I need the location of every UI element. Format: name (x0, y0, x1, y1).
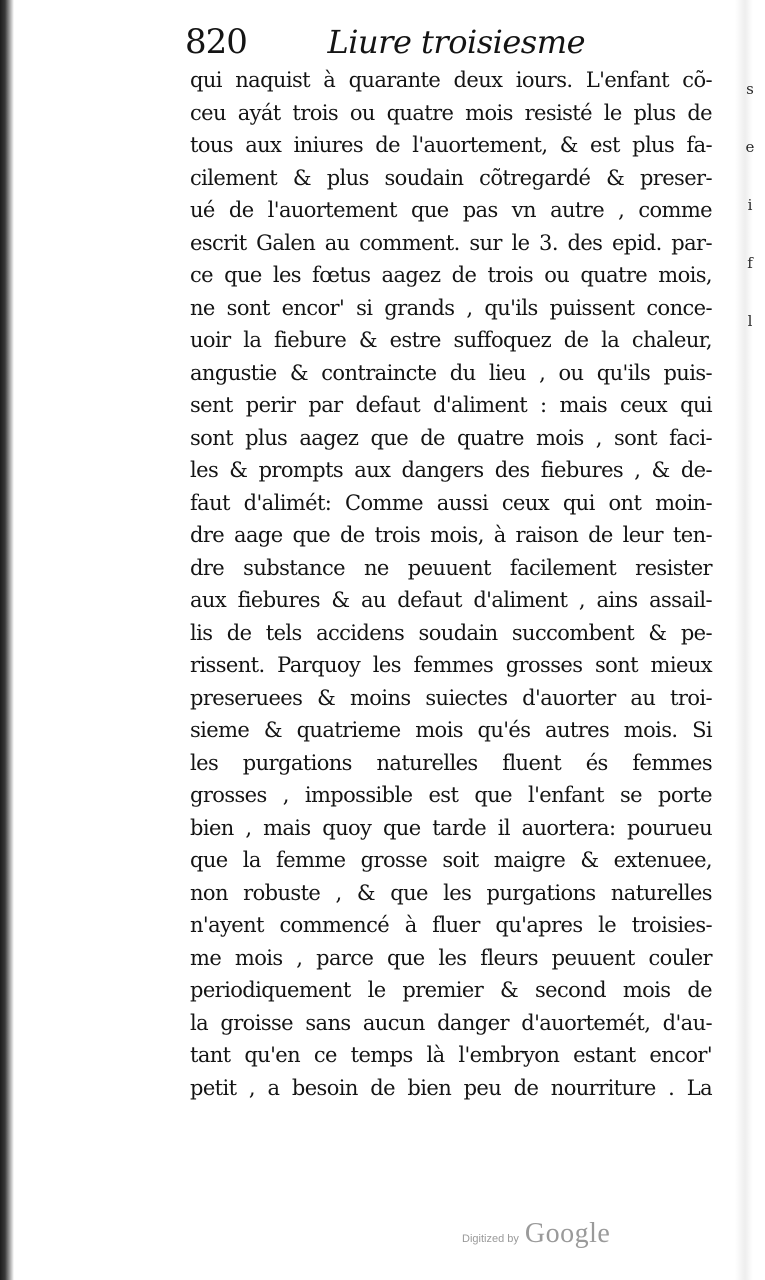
text-line: escrit Galen au comment. sur le 3. des epid. par- (190, 230, 712, 255)
text-line: qui naquist à quarante deux iours. L'enfant cõ- (190, 68, 712, 92)
text-line: faut d'alimét: Comme aussi ceux qui ont moin- (190, 490, 712, 515)
text-line: uoir la fiebure & estre suffoquez de la chaleur, (190, 328, 712, 352)
text-line: tant qu'en ce temps là l'embryon estant encor' (190, 1043, 712, 1067)
page-gutter-left (0, 0, 14, 1280)
text-line: rissent. Parquoy les femmes grosses sont mieux (190, 653, 712, 677)
body-text (190, 64, 712, 1104)
adjacent-page-margin (741, 60, 759, 350)
text-line: lis de tels accidens soudain succombent & pe- (190, 620, 712, 645)
text-line: grosses , impossible est que l'enfant se porte (190, 783, 712, 807)
margin-mark: i (747, 196, 753, 214)
text-line: cilement & plus soudain cõtregardé & preser- (190, 165, 712, 190)
text-line: bien , mais quoy que tarde il auortera: pourueu (190, 815, 712, 840)
margin-mark: f (747, 254, 753, 272)
text-line: tous aux iniures de l'auortement, & est plus fa- (190, 133, 712, 157)
google-logo: Google (524, 1218, 611, 1249)
page-header (185, 18, 585, 66)
text-line: sont plus aagez que de quatre mois , sont faci- (190, 425, 712, 450)
watermark-label: Digitized by (462, 1233, 519, 1245)
text-line: ué de l'auortement que pas vn autre , comme (190, 198, 712, 222)
digitization-watermark (462, 1218, 610, 1254)
margin-mark: l (747, 312, 753, 330)
running-title: Liure troisiesme (327, 23, 585, 61)
text-line: me mois , parce que les fleurs peuuent couler (190, 945, 712, 970)
text-line: non robuste , & que les purgations naturelles (190, 880, 712, 905)
text-line: aux fiebures & au defaut d'aliment , ains assail- (190, 588, 712, 612)
text-line: que la femme grosse soit maigre & extenuee, (190, 848, 712, 872)
text-line: dre aage que de trois mois, à raison de leur ten- (190, 523, 712, 547)
text-line: ce que les fœtus aagez de trois ou quatre mois, (190, 263, 712, 287)
text-line: les purgations naturelles fluent és femmes (190, 750, 712, 775)
text-line: ne sont encor' si grands , qu'ils puissent conce- (190, 295, 712, 320)
margin-mark: s (746, 80, 754, 98)
text-line: periodiquement le premier & second mois de (190, 978, 712, 1002)
text-line: les & prompts aux dangers des fiebures , & de- (190, 458, 712, 482)
text-line: ceu ayát trois ou quatre mois resisté le plus de (190, 100, 712, 125)
text-line: la groisse sans aucun danger d'auortemét, d'au- (190, 1010, 712, 1035)
text-line: petit , a besoin de bien peu de nourriture . La (190, 1075, 712, 1100)
text-line: n'ayent commencé à fluer qu'apres le troisies- (190, 913, 712, 937)
margin-mark: e (745, 138, 755, 156)
text-line: sent perir par defaut d'aliment : mais ceux qui (190, 393, 712, 417)
page-number: 820 (185, 22, 247, 62)
text-line: preseruees & moins suiectes d'auorter au troi- (190, 685, 712, 710)
text-line: sieme & quatrieme mois qu'és autres mois. Si (190, 718, 712, 742)
text-line: angustie & contraincte du lieu , ou qu'ils puis- (190, 360, 712, 385)
text-line: dre substance ne peuuent facilement resister (190, 555, 712, 580)
